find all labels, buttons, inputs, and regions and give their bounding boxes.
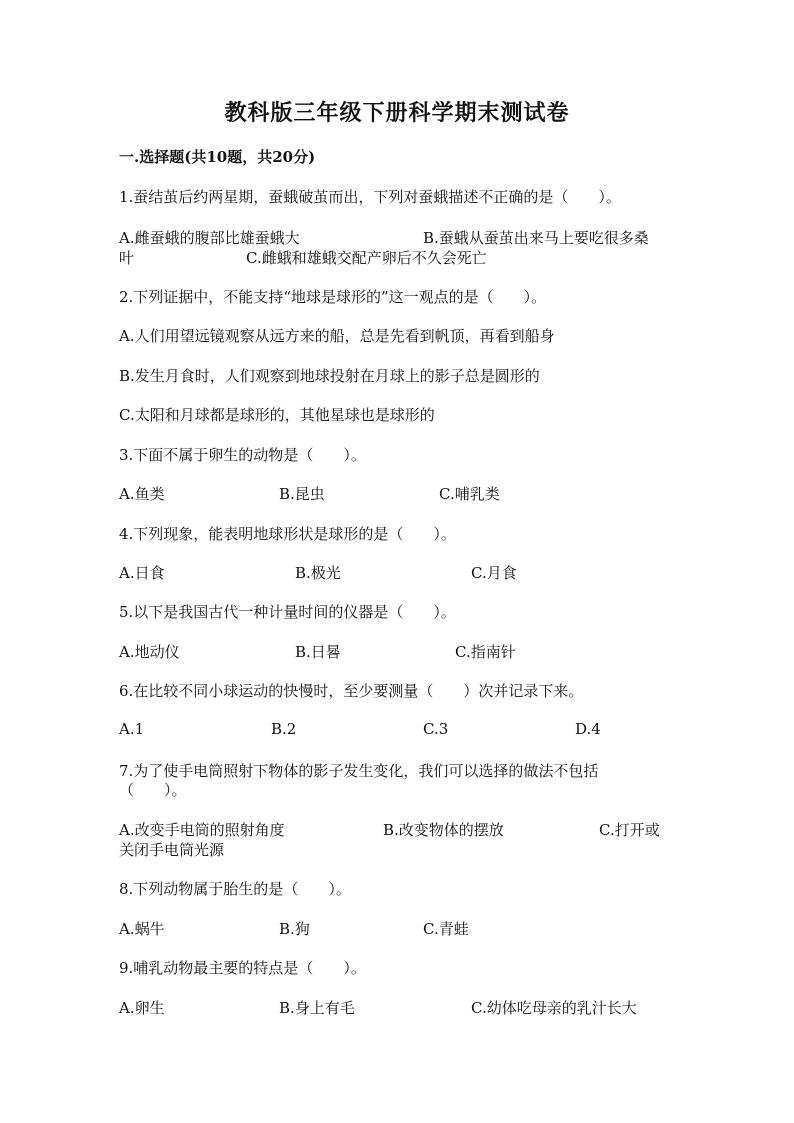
question-1-option-b: B.蚕蛾从蚕茧出来马上要吃很多桑 bbox=[423, 229, 649, 247]
question-6-option-c: C.3 bbox=[423, 720, 449, 738]
question-3-option-c: C.哺乳类 bbox=[439, 485, 500, 503]
question-4-stem: 4.下列现象，能表明地球形状是球形的是（ ）。 bbox=[119, 525, 456, 543]
question-4-option-a: A.日食 bbox=[119, 564, 165, 582]
question-3-option-b: B.昆虫 bbox=[279, 485, 325, 503]
question-2-stem: 2.下列证据中，不能支持“地球是球形的”这一观点的是（ ）。 bbox=[119, 288, 547, 306]
question-2-option-b: B.发生月食时，人们观察到地球投射在月球上的影子总是圆形的 bbox=[119, 367, 540, 385]
question-4-option-c: C.月食 bbox=[471, 564, 517, 582]
question-7-stem: 7.为了使手电筒照射下物体的影子发生变化，我们可以选择的做法不包括 bbox=[119, 762, 599, 780]
page-title: 教科版三年级下册科学期末测试卷 bbox=[224, 100, 570, 126]
question-5-option-a: A.地动仪 bbox=[119, 643, 180, 661]
question-6-stem: 6.在比较不同小球运动的快慢时，至少要测量（ ）次并记录下来。 bbox=[119, 682, 584, 700]
question-6-option-a: A.1 bbox=[119, 720, 145, 738]
section-heading: 一.选择题(共10题，共20分) bbox=[119, 148, 316, 166]
question-9-option-c: C.幼体吃母亲的乳汁长大 bbox=[471, 999, 637, 1017]
question-3-stem: 3.下面不属于卵生的动物是（ ）。 bbox=[119, 446, 366, 464]
question-2-option-a: A.人们用望远镜观察从远方来的船，总是先看到帆顶，再看到船身 bbox=[119, 327, 555, 345]
question-5-stem: 5.以下是我国古代一种计量时间的仪器是（ ）。 bbox=[119, 603, 456, 621]
question-7-stem-cont: （ ）。 bbox=[119, 781, 187, 799]
question-9-option-a: A.卵生 bbox=[119, 999, 165, 1017]
question-1-option-b-cont: 叶 bbox=[119, 249, 135, 267]
question-6-option-b: B.2 bbox=[271, 720, 297, 738]
question-7-option-c-cont: 关闭手电筒光源 bbox=[119, 841, 225, 859]
question-3-option-a: A.鱼类 bbox=[119, 485, 165, 503]
question-7-option-c: C.打开或 bbox=[599, 821, 660, 839]
question-9-option-b: B.身上有毛 bbox=[279, 999, 355, 1017]
question-9-stem: 9.哺乳动物最主要的特点是（ ）。 bbox=[119, 959, 366, 977]
question-8-stem: 8.下列动物属于胎生的是（ ）。 bbox=[119, 880, 351, 898]
question-7-option-a: A.改变手电筒的照射角度 bbox=[119, 821, 285, 839]
question-6-option-d: D.4 bbox=[575, 720, 601, 738]
question-5-option-b: B.日晷 bbox=[295, 643, 341, 661]
question-7-option-b: B.改变物体的摆放 bbox=[383, 821, 504, 839]
question-8-option-c: C.青蛙 bbox=[423, 920, 469, 938]
question-4-option-b: B.极光 bbox=[295, 564, 341, 582]
question-5-option-c: C.指南针 bbox=[455, 643, 516, 661]
question-1-option-a: A.雌蚕蛾的腹部比雄蚕蛾大 bbox=[119, 229, 300, 247]
question-2-option-c: C.太阳和月球都是球形的，其他星球也是球形的 bbox=[119, 406, 435, 424]
question-8-option-b: B.狗 bbox=[279, 920, 310, 938]
question-1-option-c: C.雌蛾和雄蛾交配产卵后不久会死亡 bbox=[246, 249, 487, 267]
question-8-option-a: A.蜗牛 bbox=[119, 920, 165, 938]
question-1-stem: 1.蚕结茧后约两星期，蚕蛾破茧而出，下列对蚕蛾描述不正确的是（ ）。 bbox=[119, 188, 621, 206]
